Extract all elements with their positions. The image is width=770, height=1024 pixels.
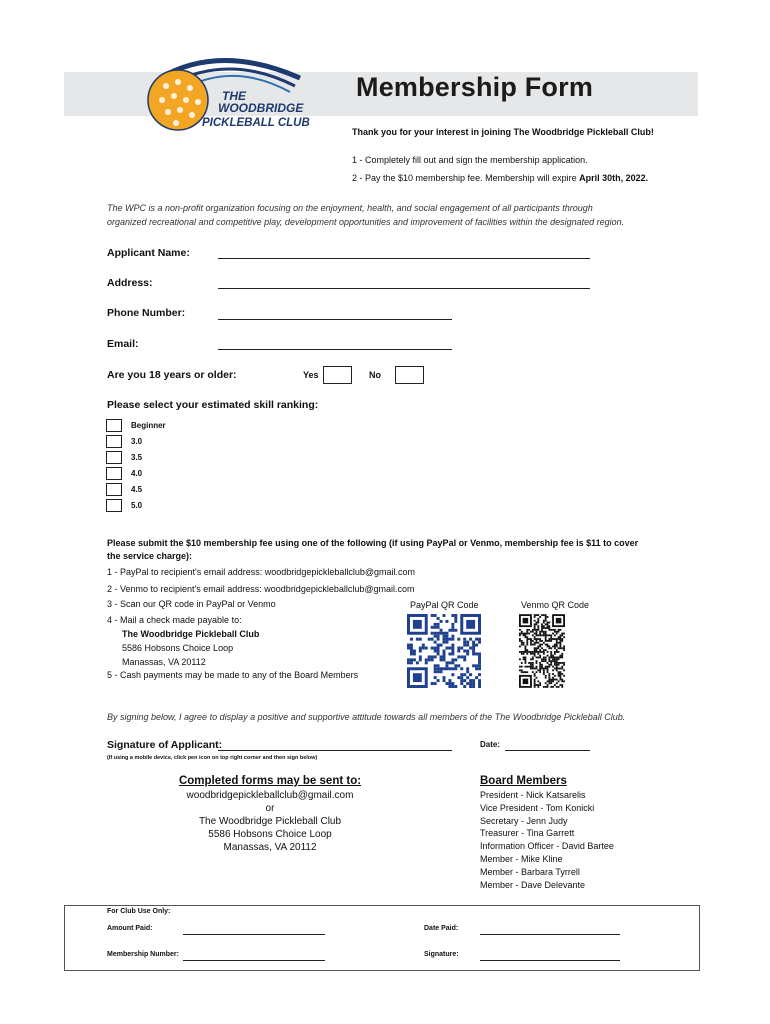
yes-checkbox[interactable] [323, 366, 352, 384]
applicant-name-label: Applicant Name: [107, 247, 190, 259]
club-logo [140, 48, 315, 138]
membership-number-label: Membership Number: [107, 951, 179, 958]
skill-checkbox-4-5[interactable] [106, 483, 122, 496]
venmo-qr-code[interactable] [519, 614, 565, 688]
agreement-text: By signing below, I agree to display a positive and supportive attitude towards all members of the The Woodbridge Pickleball Club. [107, 712, 626, 722]
skill-checkbox-3-0[interactable] [106, 435, 122, 448]
skill-checkbox-4-0[interactable] [106, 467, 122, 480]
payment-option-venmo: 2 - Venmo to recipient's email address: woodbridgepickleballclub@gmail.com [107, 584, 415, 594]
send-to-block [150, 775, 390, 854]
address-field[interactable] [218, 288, 590, 289]
send-to-address-2: Manassas, VA 20112 [223, 842, 317, 853]
check-payee: The Woodbridge Pickleball Club [122, 629, 260, 639]
instruction-step-1: 1 - Completely fill out and sign the membership application. [352, 155, 588, 165]
board-heading: Board Members [480, 775, 567, 787]
board-member: Secretary - Jenn Judy [480, 815, 568, 826]
age-question-label: Are you 18 years or older: [107, 369, 237, 381]
payment-option-cash: 5 - Cash payments may be made to any of the Board Members [107, 670, 359, 680]
payment-heading-line-1: Please submit the $10 membership fee using one of the following (if using PayPal or Venmo, membership fee is $11 to cover [107, 538, 639, 548]
signature-field[interactable] [218, 750, 452, 751]
send-to-email: woodbridgepickleballclub@gmail.com [186, 790, 354, 801]
thank-you-text: Thank you for your interest in joining The Woodbridge Pickleball Club! [352, 127, 654, 137]
email-label: Email: [107, 338, 139, 350]
skill-heading: Please select your estimated skill ranking: [107, 399, 319, 411]
phone-label: Phone Number: [107, 307, 186, 319]
board-member: President - Nick Katsarelis [480, 790, 586, 800]
club-signature-field[interactable] [480, 960, 620, 961]
membership-number-field[interactable] [183, 960, 325, 961]
skill-checkbox-3-5[interactable] [106, 451, 122, 464]
board-member: Treasurer - Tina Garrett [480, 828, 575, 839]
date-field[interactable] [505, 750, 590, 751]
date-label: Date: [480, 740, 501, 749]
payment-heading-line-2: the service charge): [107, 551, 193, 561]
amount-paid-field[interactable] [183, 934, 325, 935]
mission-statement-line-2: organized recreational and competitive play, development opportunities and improvement of facilities within the designated region. [107, 217, 625, 227]
club-signature-label: Signature: [424, 951, 459, 958]
board-member: Vice President - Tom Konicki [480, 802, 595, 813]
svg-text:PICKLEBALL CLUB: PICKLEBALL CLUB [202, 117, 310, 129]
amount-paid-label: Amount Paid: [107, 925, 153, 932]
date-paid-label: Date Paid: [424, 925, 459, 932]
send-to-or: or [265, 803, 275, 814]
payment-option-qr: 3 - Scan our QR code in PayPal or Venmo [107, 599, 276, 609]
instruction-step-2: 2 - Pay the $10 membership fee. Membership will expire April 30th, 2022. [352, 173, 649, 183]
phone-field[interactable] [218, 319, 452, 320]
skill-option-3-5: 3.5 [131, 453, 143, 462]
board-member: Member - Dave Delevante [480, 879, 586, 890]
signature-note: (If using a mobile device, click pen icon on top right corner and then sign below) [107, 755, 318, 761]
form-title: Membership Form [356, 72, 594, 102]
skill-option-4-5: 4.5 [131, 485, 143, 494]
signature-label: Signature of Applicant: [107, 739, 223, 751]
address-label: Address: [107, 277, 153, 289]
skill-option-beginner: Beginner [131, 421, 166, 430]
paypal-qr-label: PayPal QR Code [410, 600, 479, 610]
club-use-heading: For Club Use Only: [107, 908, 171, 915]
date-paid-field[interactable] [480, 934, 620, 935]
skill-option-5-0: 5.0 [131, 501, 143, 510]
board-member: Member - Barbara Tyrrell [480, 866, 580, 877]
email-field[interactable] [218, 349, 452, 350]
skill-checkbox-beginner[interactable] [106, 419, 122, 432]
skill-option-3-0: 3.0 [131, 437, 143, 446]
no-checkbox[interactable] [395, 366, 424, 384]
board-member: Information Officer - David Bartee [480, 841, 614, 852]
payment-option-check: 4 - Mail a check made payable to: [107, 615, 242, 625]
board-member: Member - Mike Kline [480, 853, 563, 864]
svg-text:THE: THE [222, 89, 246, 103]
skill-checkbox-5-0[interactable] [106, 499, 122, 512]
send-to-heading: Completed forms may be sent to: [178, 775, 362, 787]
paypal-qr-code[interactable] [407, 614, 481, 688]
yes-label: Yes [303, 370, 319, 380]
board-members-block [480, 775, 680, 891]
venmo-qr-label: Venmo QR Code [521, 600, 590, 610]
payment-option-paypal: 1 - PayPal to recipient's email address: woodbridgepickleballclub@gmail.com [107, 567, 415, 577]
check-address-line-1: 5586 Hobsons Choice Loop [122, 643, 234, 653]
check-address-line-2: Manassas, VA 20112 [122, 657, 206, 667]
send-to-address-1: 5586 Hobsons Choice Loop [208, 829, 332, 840]
svg-text:WOODBRIDGE: WOODBRIDGE [218, 101, 304, 115]
no-label: No [369, 370, 381, 380]
applicant-name-field[interactable] [218, 258, 590, 259]
send-to-name: The Woodbridge Pickleball Club [198, 816, 342, 827]
mission-statement-line-1: The WPC is a non-profit organization focusing on the enjoyment, health, and social engagement of all participants through [107, 203, 593, 213]
skill-option-4-0: 4.0 [131, 469, 143, 478]
